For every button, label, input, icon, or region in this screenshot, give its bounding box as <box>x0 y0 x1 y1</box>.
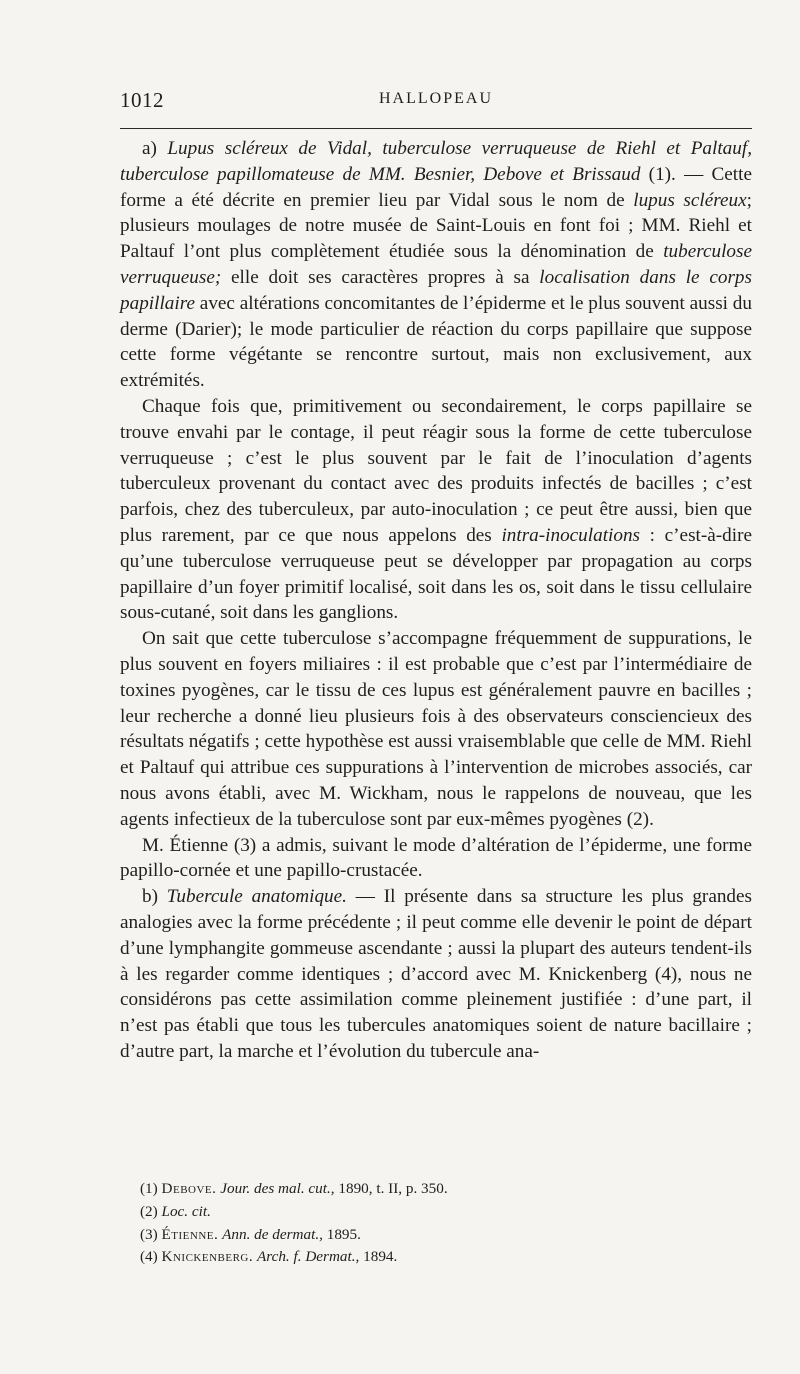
footnote-author: Étienne. <box>161 1225 219 1243</box>
footnote-number: (2) <box>140 1202 158 1220</box>
footnote-reference: Arch. f. Dermat., <box>256 1248 360 1266</box>
italic-text: tuberculose verruqueuse; <box>120 241 752 288</box>
paragraph <box>120 833 752 885</box>
footnote-details: 1895. <box>322 1225 361 1243</box>
paragraph <box>120 884 752 1065</box>
text-run: M. Étienne (3) a admis, suivant le mode d’altération de l’épiderme, une forme papillo-cornée et une papillo-crustacée. <box>120 834 752 882</box>
footnote-reference: Jour. des mal. cut., <box>220 1180 335 1197</box>
text-run: elle doit ses caractères propres à sa <box>221 266 540 288</box>
text-run: : c’est-à-dire qu’une tuberculose verruqueuse peut se développer par propagation au corps papillaire d’un foyer primitif localisé, soit dans les os, soit dans le tissu cellulaire sous-cutané, soit dans les ganglions. <box>120 524 752 624</box>
footnote-reference: Loc. cit. <box>161 1202 211 1220</box>
footnote <box>140 1224 740 1247</box>
italic-text: Tubercule anatomique. <box>166 886 347 908</box>
header-rule <box>120 128 752 129</box>
footnote-number: (4) <box>140 1248 158 1266</box>
paragraph <box>120 394 752 626</box>
text-run: (1). — Cette forme a été décrite en premier lieu par Vidal sous le nom de <box>120 163 752 211</box>
footnote-number: (3) <box>140 1225 158 1243</box>
footnote-author: Knickenberg. <box>161 1248 254 1266</box>
footnote-details: 1894. <box>359 1248 398 1266</box>
paragraph <box>120 136 752 394</box>
page-header <box>120 88 752 118</box>
footnote <box>140 1246 740 1269</box>
text-run: Chaque fois que, primitivement ou secondairement, le corps papillaire se trouve envahi par le contage, il peut réagir sous la forme de cette tuberculose verruqueuse ; c’est le plus souvent par le fait de l’inoculation d’agents tuberculeux provenant du contact avec des produits infectés de bacilles ; c’est parfois, chez des tuberculeux, par auto-inoculation ; ce peut être aussi, bien que plus rarement, par ce que nous appelons des <box>120 395 752 546</box>
footnote-reference: Ann. de dermat., <box>222 1225 323 1243</box>
text-run: On sait que cette tuberculose s’accompagne fréquemment de suppurations, le plus souvent en foyers miliaires : il est probable que c’est par l’intermédiaire de toxines pyogènes, car le tissu de ces lupus est généralement pauvre en bacilles ; leur recherche a donné lieu plusieurs fois à des observateurs consciencieux des résultats négatifs ; cette hypothèse est aussi vraisemblable que celle de MM. Riehl et Paltauf qui attribue ces suppurations à l’intervention de microbes associés, car nous avons établi, avec M. Wickham, nous le rappelons de nouveau, que les agents infectieux de la tuberculose sont par eux-mêmes pyogènes (2). <box>120 628 752 830</box>
italic-text: Lupus scléreux de Vidal, tuberculose verruqueuse de Riehl et Paltauf, tuberculose papillomateuse de MM. Besnier, Debove et Brissaud <box>120 138 752 185</box>
footnote-author: Debove. <box>161 1180 217 1197</box>
text-run: b) <box>142 886 167 908</box>
text-run: a) <box>142 138 168 159</box>
page-number: 1012 <box>120 88 164 112</box>
italic-text: lupus scléreux <box>633 189 747 211</box>
footnote <box>140 1201 740 1224</box>
text-run: — Il présente dans sa structure les plus grandes analogies avec la forme précédente ; il peut comme elle devenir le point de départ d’une lymphangite gommeuse ascendante ; aussi la plupart des auteurs tendent-ils à les regarder comme identiques ; d’accord avec M. Knickenberg (4), nous ne considérons pas cette assimilation comme pleinement justifiée : d’une part, il n’est pas établi que tous les tubercules anatomiques soient de nature bacillaire ; d’autre part, la marche et l’évolution du tubercule ana- <box>120 886 753 1062</box>
italic-text: localisation dans le corps papillaire <box>120 266 752 314</box>
footnote <box>140 1178 740 1201</box>
body-text <box>120 136 752 1065</box>
running-head: HALLOPEAU <box>379 90 493 107</box>
italic-text: intra-inoculations <box>501 524 641 546</box>
paragraph <box>120 626 752 832</box>
text-run: ; plusieurs moulages de notre musée de Saint-Louis en font foi ; MM. Riehl et Paltauf l’ont plus complètement étudiée sous la dénomination de <box>120 189 752 263</box>
text-run: avec altérations concomitantes de l’épiderme et le plus souvent aussi du derme (Darier); le mode particulier de réaction du corps papillaire que suppose cette forme végétante se rencontre surtout, mais non exclusivement, aux extrémités. <box>120 292 752 392</box>
footnote-details: 1890, t. II, p. 350. <box>334 1180 448 1197</box>
footnote-number: (1) <box>140 1180 158 1197</box>
footnotes <box>140 1178 740 1269</box>
